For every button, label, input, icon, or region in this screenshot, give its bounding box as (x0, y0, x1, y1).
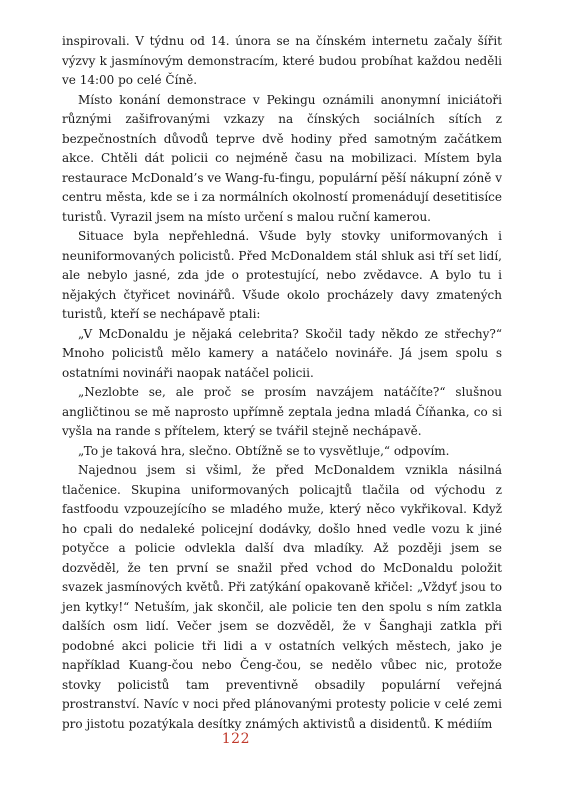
paragraph-5: „Nezlobte se, ale proč se prosím navzájem natáčíte?“ slušnou angličtinou se mě naprosto upřímně zeptala jedna mladá Číňanka, co si vyšla na rande s přítelem, který se tvářil stejně nechápavě. (62, 385, 502, 438)
paragraph-6: „To je taková hra, slečno. Obtížně se to vysvětluje,“ odpovím. (78, 443, 450, 458)
paragraph-2: Místo konání demonstrace v Pekingu oznámili anonymní iniciátoři různými zašifrovanými vzkazy na čínských sociálních sítích z bezpečnostních důvodů teprve dvě hodiny před samotným začátkem akce. Chtěli dát policii co nejméně času na mobilizaci. Místem byla restaurace McDonald’s ve Wang-fu-ťingu, populární pěší nákupní zóně v centru města, kde se i za normálních okolností promenádují desetitisíce turistů. Vyrazil jsem na místo určení s malou ruční kamerou. (62, 92, 502, 224)
body-text (62, 32, 502, 734)
paragraph-1: inspirovali. V týdnu od 14. února se na čínském internetu začaly šířit výzvy k jasmínovým demonstracím, které budou probíhat každou neděli ve 14:00 po celé Číně. (62, 34, 502, 87)
paragraph-3: Situace byla nepřehledná. Všude byly stovky uniformovaných i neuniformovaných policistů. Před McDonaldem stál shluk asi tří set lidí, ale nebylo jasné, zda jde o protestující, nebo zvědavce. A bylo tu i nějakých čtyřicet novinářů. Všude okolo procházely davy zmatených turistů, kteří se nechápavě ptali: (62, 229, 502, 321)
paragraph-7: Najednou jsem si všiml, že před McDonaldem vznikla násilná tlačenice. Skupina uniformovaných policajtů tlačila od východu z fastfoodu vzpouzejícího se mladého muže, který něco vykřikoval. Když ho cpali do nedaleké policejní dodávky, došlo hned vedle vozu k jiné potyčce a policie odvlekla další dva mladíky. Až později jsem se dozvěděl, že ten první se snažil před vchod do McDonaldu položit svazek jasmínových květů. Při zatýkání opakovaně křičel: „Vždyť jsou to jen kytky!“ Netuším, jak skončil, ale policie ten den spolu s ním zatkla dalších osm lidí. Večer jsem se dozvěděl, že v Šanghaji zatkla při podobné akci policie tři lidi a v ostatních velkých městech, jako je například Kuang-čou nebo Čeng-čou, se nedělo vůbec nic, protože stovky policistů tam preventivně obsadily populární veřejná prostranství. Navíc v noci před plánovanými protesty policie v celé zemi pro jistotu pozatýkala desítky známých aktivistů a disidentů. K médiím (62, 463, 502, 731)
page-number: 122 (221, 731, 250, 747)
paragraph-4: „V McDonaldu je nějaká celebrita? Skočil tady někdo ze střechy?“ Mnoho policistů mělo kamery a natáčelo novináře. Já jsem spolu s ostatními novináři naopak natáčel policii. (62, 326, 502, 380)
